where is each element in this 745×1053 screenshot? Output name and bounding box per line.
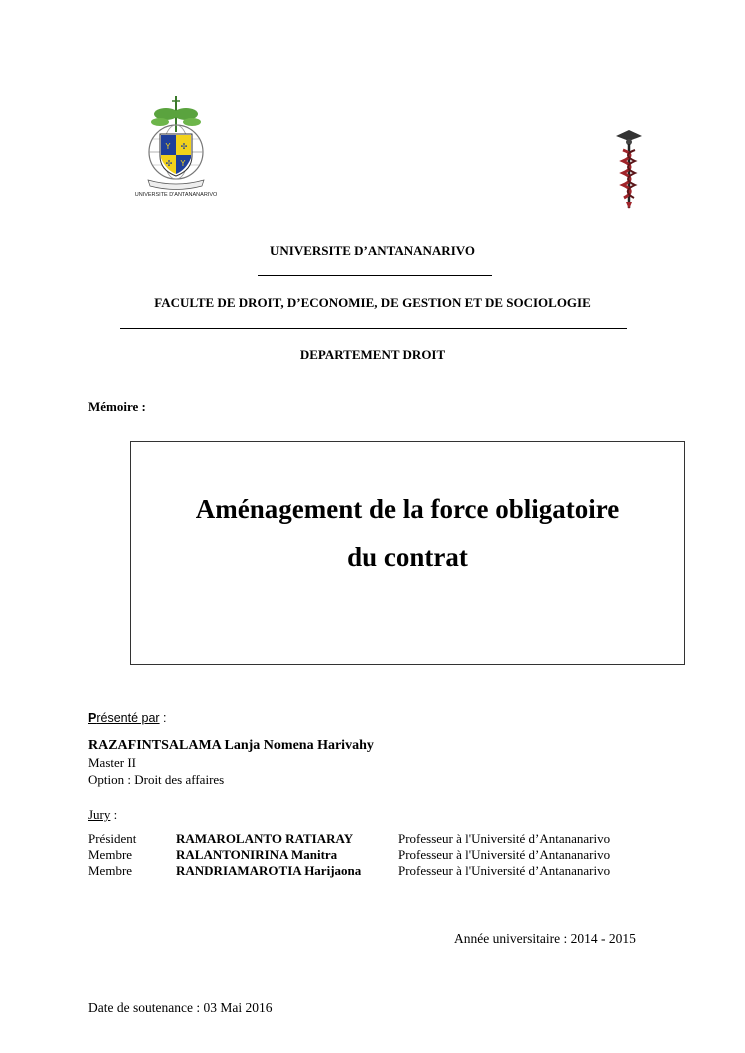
divider-faculty	[120, 328, 627, 329]
caduceus-logo	[612, 128, 646, 210]
jury-label-colon: :	[110, 807, 118, 822]
logo-caption: UNIVERSITE D'ANTANANARIVO	[134, 192, 218, 198]
svg-text:Y: Y	[165, 142, 171, 151]
presenter-name: RAZAFINTSALAMA Lanja Nomena Harivahy	[88, 738, 374, 753]
presented-by-colon: :	[159, 711, 167, 725]
svg-text:✣: ✣	[180, 142, 188, 151]
svg-text:✣: ✣	[165, 159, 173, 168]
jury-member-name: RANDRIAMAROTIA Harijaona	[176, 863, 362, 878]
defense-date: Date de soutenance : 03 Mai 2016	[88, 1000, 273, 1015]
university-emblem-icon	[128, 92, 224, 196]
faculty-name: FACULTE DE DROIT, D’ECONOMIE, DE GESTION ET DE SOCIOLOGIE	[154, 295, 591, 310]
university-name: UNIVERSITE D’ANTANANARIVO	[270, 243, 475, 258]
presented-by-text: résenté par	[96, 711, 160, 725]
jury-label	[88, 807, 117, 823]
divider-university	[258, 275, 492, 276]
presented-by-label	[88, 711, 167, 725]
presenter-option: Option : Droit des affaires	[88, 772, 225, 787]
jury-role: Membre	[88, 847, 133, 862]
jury-role: Président	[88, 831, 137, 846]
memoire-label: Mémoire :	[88, 399, 146, 414]
academic-year: Année universitaire : 2014 - 2015	[454, 931, 636, 946]
jury-member-name: RALANTONIRINA Manitra	[176, 847, 338, 862]
jury-member-title: Professeur à l'Université d’Antananarivo	[398, 831, 611, 846]
jury-role: Membre	[88, 863, 133, 878]
jury-row	[88, 831, 688, 847]
thesis-title-line-2: du contrat	[347, 542, 468, 572]
jury-member-title: Professeur à l'Université d’Antananarivo	[398, 847, 611, 862]
jury-label-text: Jury	[88, 807, 111, 822]
thesis-title-box	[130, 441, 685, 665]
jury-row	[88, 847, 688, 863]
department-name: DEPARTEMENT DROIT	[299, 347, 446, 362]
jury-member-name: RAMAROLANTO RATIARAY	[176, 831, 354, 846]
svg-text:Y: Y	[180, 159, 186, 168]
university-logo	[128, 92, 224, 204]
thesis-title-line-1: Aménagement de la force obligatoire	[195, 494, 620, 524]
jury-member-title: Professeur à l'Université d’Antananarivo	[398, 863, 611, 878]
jury-row	[88, 863, 688, 879]
presented-by-initial: P	[88, 711, 97, 725]
caduceus-icon	[612, 128, 646, 210]
presenter-level: Master II	[88, 755, 137, 770]
